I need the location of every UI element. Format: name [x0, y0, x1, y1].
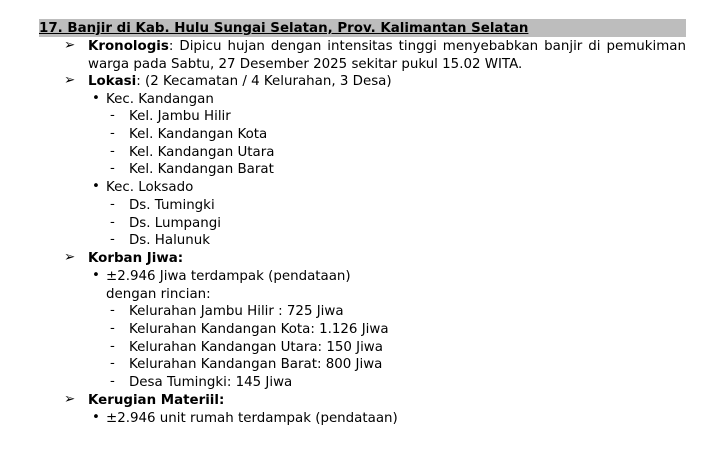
- dash-bullet: -: [110, 321, 115, 336]
- korban-item: Desa Tumingki: 145 Jiwa: [129, 375, 293, 390]
- korban-detail-intro: dengan rincian:: [106, 287, 211, 302]
- arrow-bullet-icon: ➢: [64, 392, 76, 407]
- dash-bullet: -: [110, 374, 115, 389]
- arrow-bullet-icon: ➢: [64, 38, 76, 53]
- kronologis-paragraph: [88, 38, 686, 74]
- korban-label: Korban Jiwa:: [88, 251, 184, 266]
- korban-item: Kelurahan Kandangan Barat: 800 Jiwa: [129, 357, 383, 372]
- kecamatan-name: Kec. Loksado: [106, 180, 194, 195]
- korban-summary: ±2.946 Jiwa terdampak (pendataan): [106, 269, 351, 284]
- kronologis-text: Dipicu hujan dengan intensitas tinggi menyebabkan banjir di pemukiman warga pada Sabtu, 27 Desember 2025 sekitar pukul 15.02 WITA.: [88, 39, 686, 72]
- lokasi-heading: [88, 73, 392, 91]
- dash-bullet: -: [110, 144, 115, 159]
- arrow-bullet-icon: ➢: [64, 250, 76, 265]
- location-item: Ds. Tumingki: [129, 198, 215, 213]
- dash-bullet: -: [110, 126, 115, 141]
- section-title: [39, 19, 686, 37]
- dash-bullet: -: [110, 356, 115, 371]
- dash-bullet: -: [110, 339, 115, 354]
- location-item: Ds. Lumpangi: [129, 216, 221, 231]
- kronologis-label: Kronologis: [88, 39, 169, 54]
- location-item: Kel. Kandangan Barat: [129, 162, 274, 177]
- korban-item: Kelurahan Jambu Hilir : 725 Jiwa: [129, 304, 344, 319]
- location-item: Kel. Jambu Hilir: [129, 109, 231, 124]
- kecamatan-name: Kec. Kandangan: [106, 92, 214, 107]
- section-title-text: 17. Banjir di Kab. Hulu Sungai Selatan, Prov. Kalimantan Selatan: [39, 21, 529, 36]
- dash-bullet: -: [110, 161, 115, 176]
- korban-item: Kelurahan Kandangan Utara: 150 Jiwa: [129, 340, 383, 355]
- bullet-icon: •: [92, 410, 100, 425]
- kerugian-label: Kerugian Materiil:: [88, 393, 225, 408]
- dash-bullet: -: [110, 232, 115, 247]
- dash-bullet: -: [110, 108, 115, 123]
- dash-bullet: -: [110, 197, 115, 212]
- korban-item: Kelurahan Kandangan Kota: 1.126 Jiwa: [129, 322, 389, 337]
- location-item: Kel. Kandangan Kota: [129, 127, 268, 142]
- kerugian-summary: ±2.946 unit rumah terdampak (pendataan): [106, 411, 398, 426]
- location-item: Ds. Halunuk: [129, 233, 211, 248]
- arrow-bullet-icon: ➢: [64, 73, 76, 88]
- location-item: Kel. Kandangan Utara: [129, 145, 275, 160]
- dash-bullet: -: [110, 303, 115, 318]
- bullet-icon: •: [92, 179, 100, 194]
- lokasi-summary: : (2 Kecamatan / 4 Kelurahan, 3 Desa): [136, 74, 392, 89]
- bullet-icon: •: [92, 268, 100, 283]
- dash-bullet: -: [110, 215, 115, 230]
- bullet-icon: •: [92, 91, 100, 106]
- kronologis-separator: :: [168, 39, 174, 54]
- lokasi-label: Lokasi: [88, 74, 137, 89]
